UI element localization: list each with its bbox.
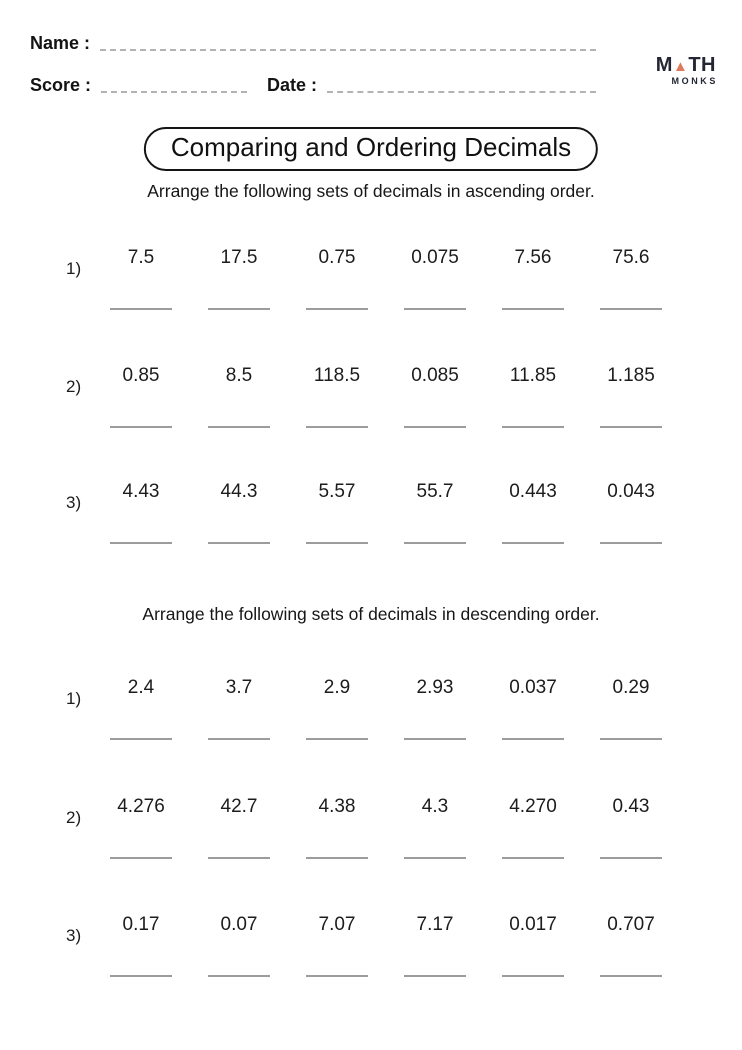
answer-blank[interactable] xyxy=(110,857,172,859)
logo-th-text: TH xyxy=(688,54,716,76)
decimal-value: 0.017 xyxy=(509,914,557,935)
decimal-cell xyxy=(288,913,386,977)
instruction-ascending: Arrange the following sets of decimals in ascending order. xyxy=(147,181,595,201)
name-fill-line[interactable] xyxy=(100,49,596,51)
decimal-value: 55.7 xyxy=(416,481,454,502)
decimal-value: 0.037 xyxy=(509,677,557,698)
decimal-cell xyxy=(582,480,680,544)
decimal-value: 0.085 xyxy=(411,365,459,386)
problem-number: 2) xyxy=(66,808,82,827)
decimal-cell xyxy=(386,246,484,310)
decimal-cell xyxy=(484,364,582,428)
logo-wordmark xyxy=(656,55,716,75)
decimal-cell xyxy=(484,480,582,544)
decimal-cell xyxy=(190,246,288,310)
score-date-field-row xyxy=(30,75,596,96)
answer-blank[interactable] xyxy=(404,857,466,859)
logo-m-text: M xyxy=(655,54,673,76)
decimal-value: 0.443 xyxy=(509,481,557,502)
decimal-cell xyxy=(190,795,288,859)
decimal-value: 17.5 xyxy=(220,247,258,268)
answer-blank[interactable] xyxy=(600,542,662,544)
decimal-cell xyxy=(190,913,288,977)
decimal-cell xyxy=(484,795,582,859)
answer-blank[interactable] xyxy=(110,542,172,544)
answer-blank[interactable] xyxy=(404,738,466,740)
answer-blank[interactable] xyxy=(502,738,564,740)
decimal-cell xyxy=(92,364,190,428)
decimal-cell xyxy=(288,364,386,428)
answer-blank[interactable] xyxy=(208,542,270,544)
decimal-cell xyxy=(484,913,582,977)
decimal-cells xyxy=(92,913,680,977)
decimal-cell xyxy=(190,480,288,544)
problem-number: 1) xyxy=(66,259,82,278)
logo-triangle-icon: ▲ xyxy=(672,58,689,75)
decimal-value: 7.5 xyxy=(127,247,155,268)
decimal-cell xyxy=(288,676,386,740)
problem-row xyxy=(66,676,680,740)
score-fill-line[interactable] xyxy=(101,91,247,93)
answer-blank[interactable] xyxy=(502,542,564,544)
decimal-cell xyxy=(484,676,582,740)
decimal-cell xyxy=(92,246,190,310)
score-label: Score : xyxy=(30,75,92,95)
answer-blank[interactable] xyxy=(502,975,564,977)
decimal-cell xyxy=(190,364,288,428)
decimal-cell xyxy=(582,246,680,310)
decimal-value: 11.85 xyxy=(509,365,557,386)
decimal-cell xyxy=(582,913,680,977)
answer-blank[interactable] xyxy=(208,308,270,310)
math-monks-logo xyxy=(656,55,716,86)
answer-blank[interactable] xyxy=(110,426,172,428)
decimal-value: 0.43 xyxy=(612,796,650,817)
decimal-cell xyxy=(386,480,484,544)
decimal-value: 0.17 xyxy=(122,914,160,935)
decimal-cell xyxy=(484,246,582,310)
decimal-value: 7.07 xyxy=(318,914,356,935)
answer-blank[interactable] xyxy=(502,308,564,310)
decimal-cell xyxy=(386,913,484,977)
problem-number: 1) xyxy=(66,689,82,708)
instruction-descending: Arrange the following sets of decimals in descending order. xyxy=(142,604,600,624)
answer-blank[interactable] xyxy=(306,975,368,977)
decimal-cell xyxy=(92,913,190,977)
answer-blank[interactable] xyxy=(404,426,466,428)
date-fill-line[interactable] xyxy=(327,91,596,93)
decimal-value: 0.85 xyxy=(122,365,160,386)
decimal-cell xyxy=(190,676,288,740)
answer-blank[interactable] xyxy=(306,542,368,544)
problem-row xyxy=(66,246,680,310)
decimal-value: 1.185 xyxy=(607,365,655,386)
decimal-value: 4.270 xyxy=(509,796,557,817)
decimal-cell xyxy=(92,795,190,859)
decimal-value: 7.56 xyxy=(514,247,552,268)
answer-blank[interactable] xyxy=(208,738,270,740)
answer-blank[interactable] xyxy=(600,975,662,977)
answer-blank[interactable] xyxy=(600,426,662,428)
answer-blank[interactable] xyxy=(502,426,564,428)
decimal-value: 4.276 xyxy=(117,796,165,817)
answer-blank[interactable] xyxy=(306,738,368,740)
decimal-cell xyxy=(386,364,484,428)
decimal-value: 8.5 xyxy=(225,365,253,386)
decimal-cell xyxy=(288,246,386,310)
answer-blank[interactable] xyxy=(404,542,466,544)
answer-blank[interactable] xyxy=(208,975,270,977)
decimal-cells xyxy=(92,364,680,428)
decimal-cells xyxy=(92,246,680,310)
answer-blank[interactable] xyxy=(208,426,270,428)
decimal-value: 7.17 xyxy=(416,914,454,935)
answer-blank[interactable] xyxy=(600,738,662,740)
answer-blank[interactable] xyxy=(306,857,368,859)
decimal-cell xyxy=(386,676,484,740)
worksheet-title: Comparing and Ordering Decimals xyxy=(144,127,598,171)
decimal-value: 3.7 xyxy=(225,677,253,698)
decimal-value: 0.29 xyxy=(612,677,650,698)
decimal-value: 4.38 xyxy=(318,796,356,817)
decimal-value: 0.043 xyxy=(607,481,655,502)
decimal-value: 118.5 xyxy=(313,365,361,386)
decimal-value: 0.75 xyxy=(318,247,356,268)
date-label: Date : xyxy=(267,75,318,95)
answer-blank[interactable] xyxy=(404,975,466,977)
decimal-value: 4.3 xyxy=(421,796,449,817)
decimal-cell xyxy=(582,676,680,740)
name-field-row xyxy=(30,33,596,54)
answer-blank[interactable] xyxy=(110,738,172,740)
problem-row xyxy=(66,364,680,428)
problem-row xyxy=(66,913,680,977)
answer-blank[interactable] xyxy=(306,426,368,428)
decimal-cell xyxy=(288,480,386,544)
decimal-cells xyxy=(92,676,680,740)
answer-blank[interactable] xyxy=(208,857,270,859)
decimal-value: 0.07 xyxy=(220,914,258,935)
decimal-value: 4.43 xyxy=(122,481,160,502)
answer-blank[interactable] xyxy=(110,975,172,977)
decimal-cell xyxy=(386,795,484,859)
decimal-cell xyxy=(582,795,680,859)
answer-blank[interactable] xyxy=(600,857,662,859)
problem-number: 3) xyxy=(66,926,82,945)
decimal-cells xyxy=(92,795,680,859)
decimal-value: 2.93 xyxy=(416,677,454,698)
decimal-value: 5.57 xyxy=(318,481,356,502)
decimal-value: 2.9 xyxy=(323,677,351,698)
problem-row xyxy=(66,795,680,859)
problem-number: 3) xyxy=(66,493,82,512)
decimal-cells xyxy=(92,480,680,544)
decimal-cell xyxy=(288,795,386,859)
answer-blank[interactable] xyxy=(404,308,466,310)
decimal-value: 0.707 xyxy=(607,914,655,935)
decimal-cell xyxy=(92,676,190,740)
answer-blank[interactable] xyxy=(600,308,662,310)
decimal-value: 42.7 xyxy=(220,796,258,817)
decimal-value: 0.075 xyxy=(411,247,459,268)
problem-number: 2) xyxy=(66,377,82,396)
decimal-cell xyxy=(582,364,680,428)
decimal-value: 2.4 xyxy=(127,677,155,698)
logo-monks-text: MONKS xyxy=(671,76,718,86)
answer-blank[interactable] xyxy=(306,308,368,310)
name-label: Name : xyxy=(30,33,91,53)
decimal-value: 44.3 xyxy=(220,481,258,502)
decimal-value: 75.6 xyxy=(612,247,650,268)
decimal-cell xyxy=(92,480,190,544)
answer-blank[interactable] xyxy=(502,857,564,859)
problem-row xyxy=(66,480,680,544)
answer-blank[interactable] xyxy=(110,308,172,310)
